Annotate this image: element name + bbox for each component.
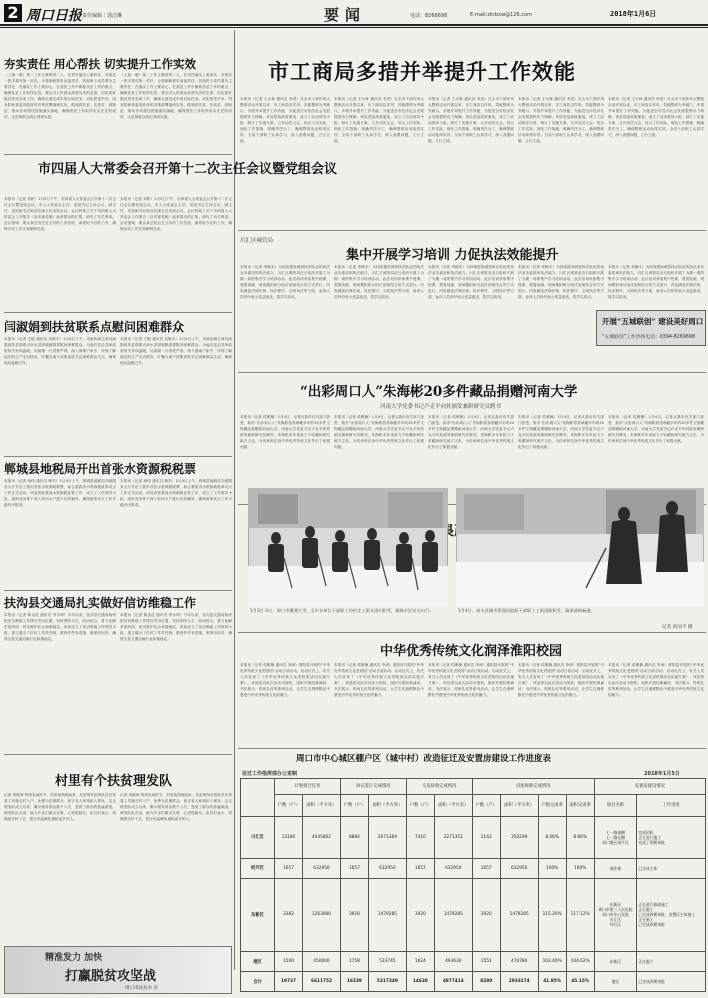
table-cell: 493630 — [434, 952, 472, 972]
table-cell: 103.40% — [538, 952, 566, 972]
table-cell: 13180 — [275, 816, 303, 858]
table-cell: 3920 — [472, 878, 500, 951]
article-a3-title: 市四届人大常委会召开第十二次主任会议暨党组会议 — [38, 162, 338, 177]
project-name: 周口港区南片区 — [602, 839, 629, 845]
col-group-plan: 计划拆迁任务 — [275, 779, 341, 795]
article-a8-body-col5: 本报讯（记者 李楠木）为持续提高城管执法队伍的执法业务素质和执法能力，川汇区城管局近日组织开展了为期一周的集中学习培训活动。此次培训采取集中授课、观看视频、现场模拟和分组讨论相结合的方式进行，内容涵盖法律法规、执法程序、文明执法等方面，参训人员纷纷表示受益匪浅，将学以致用。 — [608, 265, 704, 299]
table-cell: 1657 — [340, 858, 368, 878]
row-area-label: 合计 — [241, 972, 275, 992]
table-cell: 632950 — [500, 858, 538, 878]
table-cell: 2271351 — [434, 816, 472, 858]
divider — [4, 154, 232, 155]
article-a12-body-col4: 本报讯（记者 侯俊楠 通讯员 李涛）淮阳县开展的“中华优秀传统文化进校园”活动日前启动。启动仪式上，有关人员宣读了《中华优秀传统文化进校园活动实施方案》。该县将以此次活动为契机，组织开展经典诵读、书法展示、传统礼仪等系列活动，让学生在潜移默化中感受中华优秀传统文化的魅力。 — [518, 663, 604, 697]
table-cell: 632950 — [368, 858, 406, 878]
snow-photo-credit: 记者 孙国平 摄 — [662, 625, 693, 630]
article-a10-body-col5: 本报讯（记者 侯俊楠）1月4日，记者从我市有关部门获悉，我市“出彩周口人”朱海彬将其珍藏多年的20多件文物藏品捐赠给河南大学，河南大学党委书记卢克平向其颁发兼职研究员聘书。朱海彬多年来致力于收藏和研究地方文化，为传承和弘扬中华优秀传统文化作出了积极贡献。 — [608, 415, 704, 443]
table-row — [241, 816, 706, 858]
article-a1-body: （上接一版）第二工作主要领导二人，在责任落实上要真实，各基层一把手要负第一责任，分管副职要负直接责任，其他班子成员要负主要责任，在落实工作上要用心，在基层工作中紧抓扶贫工作的重点，确保扶贫工作取得实效。要以对人民群众高度负责的态度，切实抓好脱贫攻坚各项工作，确保全面完成年度目标任务。切实把党中央、国务院和省委省政府的决策部署落到实处，做到真扶贫、扶真贫、真脱贫，推动各项帮扶措施落实落地，确保帮扶工作取得实实在在的成效，让贫困群众真正得到实惠。 — [4, 73, 116, 119]
progress-table — [240, 778, 706, 992]
article-a7-title: 村里有个扶贫理发队 — [55, 774, 173, 789]
table-title: 周口市中心城区棚户区（城中村）改造征迁及安置房建设工作进度表 — [296, 754, 552, 764]
article-a2-body-col3: 本报讯（记者 王永林 通讯员 李进）自全市干部作风大整顿活动开展以来，市工商局以作风、效能整顿为突破口，多措并举提升工作效能，为促进全市经济社会发展提供有力保障。该局党组高度重视，成立了活动领导小组，制订了实施方案，召开动员大会，结合工作实际，细化工作措施，明确责任分工，确保整顿活动取得实效。全局干部职工认真学习，深入查摆问题，立行立改。 — [428, 97, 514, 143]
article-a4-body: 本报讯（记者 王艳 通讯员 吴敏丰）1月4日上午，市政协副主席闫淑娟到扶贫联系点商水县固墙镇看望慰问困难群众，为他们送去党和政府的关怀和温暖。闫淑娟一行冒着严寒，深入困难户家中，详细了解他们的生产生活情况，叮嘱当地干部要高度关注困难群众生活，确保他们温暖过冬。 — [4, 337, 116, 365]
project-progress: 已完成四期审批，安置区主体施工 — [638, 912, 696, 918]
table-cell: 100% — [538, 858, 566, 878]
table-cell: 7410 — [406, 816, 434, 858]
article-a8-body-col4: 本报讯（记者 李楠木）为持续提高城管执法队伍的执法业务素质和执法能力，川汇区城管局近日组织开展了为期一周的集中学习培训活动。此次培训采取集中授课、观看视频、现场模拟和分组讨论相结合的方式进行，内容涵盖法律法规、执法程序、文明执法等方面，参训人员纷纷表示受益匪浅，将学以致用。 — [518, 265, 604, 299]
article-a3-body: 本报讯（记者 刘彬）1月5日下午，市四届人大常委会召开第十二次主任会议暨党组会议。市人大常委会主任、党组书记主持会议，副主任、党组副书记和各位副主任出席会议。会议听取了关于市四届人大常委会工作报告（征求意见稿）起草情况的汇报，研究了有关事项。会议强调，要认真总结过去五年的工作经验，谋划好今后的工作，确保各项工作任务顺利完成。 — [4, 197, 116, 231]
divider — [4, 590, 232, 591]
divider — [4, 312, 232, 313]
table-cell: 100% — [566, 858, 594, 878]
table-cell: 117.12% — [566, 878, 594, 951]
divider — [238, 748, 706, 749]
editor-credit: 责任编辑｜郭洁琳 — [82, 13, 123, 19]
table-row — [241, 878, 706, 951]
table-cell: 8.66% — [538, 816, 566, 858]
article-a12-body: 本报讯（记者 侯俊楠 通讯员 李涛）淮阳县开展的“中华优秀传统文化进校园”活动日前启动。启动仪式上，有关人员宣读了《中华优秀传统文化进校园活动实施方案》。该县将以此次活动为契机，组织开展经典诵读、书法展示、传统礼仪等系列活动，让学生在潜移默化中感受中华优秀传统文化的魅力。 — [240, 663, 330, 697]
table-cell: 350249 — [500, 816, 538, 858]
article-a5-body-col2: 本报讯（记者 徐伟 通讯员 韩杰）1月4日上午，郸城县地税局办税服务大厅开出了我市首张水资源税税票，标志着我市水资源税改革试点工作正式启动。该局高度重视水资源税征管工作，成立了工作领导小组，组织业务骨干深入取用水户进行宣传辅导，确保改革试点工作平稳有序推进。 — [120, 479, 232, 507]
sub-col-area: 面积（平方米） — [303, 794, 341, 816]
article-a7-body-col2: 记者 刘晓涛 每到农闲时节，村里就热闹起来，扶贫理发队的队员们背着工具箱走村入户，免费为贫困群众、留守老人和残疾人理发。这支理发队成立以来，累计服务群众数千人次，受到了群众的普遍欢迎。理发队队长说，能为乡亲们做点实事，心里很踏实。队员们表示，将继续坚持下去，把这份温暖传递给更多的人。 — [120, 793, 232, 821]
table-cell: 1624 — [406, 952, 434, 972]
progress-cell — [637, 878, 706, 951]
divider — [4, 754, 232, 755]
project-name: 港区 — [611, 979, 620, 985]
table-cell: 632950 — [434, 858, 472, 878]
article-a10-body-col2: 本报讯（记者 侯俊楠）1月4日，记者从我市有关部门获悉，我市“出彩周口人”朱海彬将其珍藏多年的20多件文物藏品捐赠给河南大学，河南大学党委书记卢克平向其颁发兼职研究员聘书。朱海彬多年来致力于收藏和研究地方文化，为传承和弘扬中华优秀传统文化作出了积极贡献。 — [334, 415, 424, 449]
sub-col-household-rate: 户数完成率 — [538, 794, 566, 816]
table-cell: 41.95% — [538, 972, 566, 992]
article-a10-body-col3: 本报讯（记者 侯俊楠）1月4日，记者从我市有关部门获悉，我市“出彩周口人”朱海彬将其珍藏多年的20多件文物藏品捐赠给河南大学，河南大学党委书记卢克平向其颁发兼职研究员聘书。朱海彬多年来致力于收藏和研究地方文化，为传承和弘扬中华优秀传统文化作出了积极贡献。 — [428, 415, 514, 449]
article-a10-body-col4: 本报讯（记者 侯俊楠）1月4日，记者从我市有关部门获悉，我市“出彩周口人”朱海彬将其珍藏多年的20多件文物藏品捐赠给河南大学，河南大学党委书记卢克平向其颁发兼职研究员聘书。朱海彬多年来致力于收藏和研究地方文化，为传承和弘扬中华优秀传统文化作出了积极贡献。 — [518, 415, 604, 449]
email-label: E-mail:zkrbxw@126.com — [470, 12, 532, 18]
article-a6-body-col2: 本报讯（记者 陈金柱 通讯员 李永坤）今年以来，扶沟县交通局始终把信访维稳工作摆在突出位置，坚持预防为主、防治结合，着力化解矛盾纠纷，切实维护社会和谐稳定。该局成立了信访维稳工作领导小组，建立健全了信访工作责任制，做到件件有着落、事事有回音，确保全县交通运输行业和谐稳定。 — [120, 613, 232, 641]
progress-cell — [637, 972, 706, 992]
divider — [238, 632, 706, 633]
col-group-resettlement: 安置房建设情况 — [594, 779, 705, 795]
project-cell — [594, 972, 637, 992]
article-a4-body-col2: 本报讯（记者 王艳 通讯员 吴敏丰）1月4日上午，市政协副主席闫淑娟到扶贫联系点商水县固墙镇看望慰问困难群众，为他们送去党和政府的关怀和温暖。闫淑娟一行冒着严寒，深入困难户家中，详细了解他们的生产生活情况，叮嘱当地干部要高度关注困难群众生活，确保他们温暖过冬。 — [120, 337, 232, 365]
table-cell: 450000 — [303, 952, 341, 972]
col-group-agreement: 协议签订完成情况 — [340, 779, 406, 795]
poverty-banner — [4, 946, 232, 994]
table-cell: 16239 — [340, 972, 368, 992]
table-cell: 1263000 — [303, 878, 341, 951]
table-cell: 3920 — [406, 878, 434, 951]
banner-line3: 周口市扶贫办 宣 — [125, 986, 158, 991]
five-city-box — [596, 310, 706, 346]
project-name: 川汇区 — [609, 917, 622, 923]
project-progress: 完成招标 — [638, 829, 654, 835]
five-city-hotline: “五城联创”工作热线电话：0394-8269698 — [602, 335, 696, 340]
project-name: 七一路南侧 — [605, 829, 625, 835]
table-cell: 104.62% — [566, 952, 594, 972]
row-area-label: 经开区 — [241, 858, 275, 878]
article-a10-subtitle: 河南大学党委书记卢克平向其颁发兼职研究员聘书 — [380, 404, 502, 410]
article-a2-body-col5: 本报讯（记者 王永林 通讯员 李进）自全市干部作风大整顿活动开展以来，市工商局以作风、效能整顿为突破口，多措并举提升工作效能，为促进全市经济社会发展提供有力保障。该局党组高度重视，成立了活动领导小组，制订了实施方案，召开动员大会，结合工作实际，细化工作措施，明确责任分工，确保整顿活动取得实效。全局干部职工认真学习，深入查摆问题，立行立改。 — [608, 97, 704, 137]
divider — [238, 230, 706, 231]
sub-col-households: 户数（户） — [406, 794, 434, 816]
project-progress: 正在进行施工 — [638, 834, 662, 840]
project-progress: 正在施工 — [638, 907, 654, 913]
table-cell: 4877414 — [434, 972, 472, 992]
sub-col-area-rate: 面积完成率 — [566, 794, 594, 816]
banner-line1: 精准发力 加快 — [45, 953, 103, 963]
progress-cell — [637, 816, 706, 858]
snow-caption-left: 1月3日-4日，周口市遭遇大雪，全市各单位干部职工纷纷走上街头清扫积雪，保障市民安全出行。 — [250, 608, 434, 613]
project-name: 周口市第三人民医院 — [598, 907, 633, 913]
project-name: 东新区 — [609, 959, 622, 965]
table-date: 2018年1月5日 — [644, 771, 680, 777]
table-cell: 4045802 — [303, 816, 341, 858]
table-cell: 470780 — [500, 952, 538, 972]
article-a12-title: 中华优秀传统文化润泽淮阳校园 — [380, 644, 563, 659]
article-a12-body-col3: 本报讯（记者 侯俊楠 通讯员 李涛）淮阳县开展的“中华优秀传统文化进校园”活动日前启动。启动仪式上，有关人员宣读了《中华优秀传统文化进校园活动实施方案》。该县将以此次活动为契机，组织开展经典诵读、书法展示、传统礼仪等系列活动，让学生在潜移默化中感受中华优秀传统文化的魅力。 — [428, 663, 514, 697]
table-cell: 1479285 — [434, 878, 472, 951]
project-cell — [594, 878, 637, 951]
snow-caption-right: 1月4日，商水县城市管理局组织干部职工上街清除积雪，确保道路畅通。 — [458, 608, 595, 613]
table-cell: 8.66% — [566, 816, 594, 858]
table-cell: 115.20% — [538, 878, 566, 951]
table-cell: 14630 — [406, 972, 434, 992]
project-cell — [594, 858, 637, 878]
article-a6-body: 本报讯（记者 陈金柱 通讯员 李永坤）今年以来，扶沟县交通局始终把信访维稳工作摆在突出位置，坚持预防为主、防治结合，着力化解矛盾纠纷，切实维护社会和谐稳定。该局成立了信访维稳工作领导小组，建立健全了信访工作责任制，做到件件有着落、事事有回音，确保全县交通运输行业和谐稳定。 — [4, 613, 116, 641]
table-cell: 1657 — [406, 858, 434, 878]
table-cell: 1657 — [472, 858, 500, 878]
table-cell: 3920 — [340, 878, 368, 951]
article-a2-title: 市工商局多措并举提升工作效能 — [268, 59, 576, 84]
project-name: 商业街 — [609, 865, 622, 871]
article-a12-body-col5: 本报讯（记者 侯俊楠 通讯员 李涛）淮阳县开展的“中华优秀传统文化进校园”活动日前启动。启动仪式上，有关人员宣读了《中华优秀传统文化进校园活动实施方案》。该县将以此次活动为契机，组织开展经典诵读、书法展示、传统礼仪等系列活动，让学生在潜移默化中感受中华优秀传统文化的魅力。 — [608, 663, 704, 697]
article-a5-body: 本报讯（记者 徐伟 通讯员 韩杰）1月4日上午，郸城县地税局办税服务大厅开出了我市首张水资源税税票，标志着我市水资源税改革试点工作正式启动。该局高度重视水资源税征管工作，成立了工作领导小组，组织业务骨干深入取用水户进行宣传辅导，确保改革试点工作平稳有序推进。 — [4, 479, 116, 507]
article-a2-body-col4: 本报讯（记者 王永林 通讯员 李进）自全市干部作风大整顿活动开展以来，市工商局以作风、效能整顿为突破口，多措并举提升工作效能，为促进全市经济社会发展提供有力保障。该局党组高度重视，成立了活动领导小组，制订了实施方案，召开动员大会，结合工作实际，细化工作措施，明确责任分工，确保整顿活动取得实效。全局干部职工认真学习，深入查摆问题，立行立改。 — [518, 97, 604, 143]
progress-cell — [637, 952, 706, 972]
masthead: 周口日报 — [26, 8, 82, 24]
article-a2-body-col2: 本报讯（记者 王永林 通讯员 李进）自全市干部作风大整顿活动开展以来，市工商局以作风、效能整顿为突破口，多措并举提升工作效能，为促进全市经济社会发展提供有力保障。该局党组高度重视，成立了活动领导小组，制订了实施方案，召开动员大会，结合工作实际，细化工作措施，明确责任分工，确保整顿活动取得实效。全局干部职工认真学习，深入查摆问题，立行立改。 — [334, 97, 424, 143]
project-progress: 正在施工 — [638, 959, 654, 965]
table-cell: 1657 — [275, 858, 303, 878]
article-a7-body: 记者 刘晓涛 每到农闲时节，村里就热闹起来，扶贫理发队的队员们背着工具箱走村入户，免费为贫困群众、留守老人和残疾人理发。这支理发队成立以来，累计服务群众数千人次，受到了群众的普遍欢迎。理发队队长说，能为乡亲们做点实事，心里很踏实。队员们表示，将继续坚持下去，把这份温暖传递给更多的人。 — [4, 793, 116, 821]
sub-col-households: 户数（户） — [472, 794, 500, 816]
table-cell: 19737 — [275, 972, 303, 992]
project-progress: 已完成四期审批 — [638, 922, 665, 928]
project-name: 东新区 — [609, 902, 622, 908]
row-area-label: 东新区 — [241, 878, 275, 951]
project-progress: 完成了四期审批 — [638, 839, 665, 845]
table-cell: 1479285 — [500, 878, 538, 951]
five-city-title: 开展“五城联创” 建设美好周口 — [602, 317, 704, 326]
table-row — [241, 972, 706, 992]
table-cell: 1500 — [275, 952, 303, 972]
project-progress: 已完成四期审批 — [638, 979, 665, 985]
sub-col-households: 户数（户） — [340, 794, 368, 816]
section-title: 要闻 — [324, 6, 367, 24]
article-a10-title: “出彩周口人”朱海彬20多件藏品捐赠河南大学 — [300, 384, 578, 400]
sub-col-households: 户数（户） — [275, 794, 303, 816]
article-a6-title: 扶沟县交通局扎实做好信访维稳工作 — [4, 596, 197, 610]
table-cell: 8884 — [340, 816, 368, 858]
article-a1-title: 夯实责任 用心帮扶 切实提升工作实效 — [4, 57, 197, 71]
phone-label: 电话：8266698 — [410, 13, 448, 19]
table-subtitle: 征迁工作指挥部办公室制 — [242, 771, 298, 777]
project-name: 七一路北侧 — [605, 834, 625, 840]
divider — [238, 372, 706, 373]
sub-col-progress: 工作进度 — [637, 794, 706, 816]
table-cell: 1142 — [472, 816, 500, 858]
snow-photo-left-image — [248, 488, 448, 606]
project-progress: 正在施工 — [638, 917, 654, 923]
sub-col-area: 面积（平方米） — [434, 794, 472, 816]
date-label: 2018年1月6日 — [610, 10, 657, 18]
article-a8-body: 本报讯（记者 李楠木）为持续提高城管执法队伍的执法业务素质和执法能力，川汇区城管局近日组织开展了为期一周的集中学习培训活动。此次培训采取集中授课、观看视频、现场模拟和分组讨论相结合的方式进行，内容涵盖法律法规、执法程序、文明执法等方面，参训人员纷纷表示受益匪浅，将学以致用。 — [240, 265, 330, 299]
project-name: 周口市中心医院 — [602, 912, 629, 918]
project-progress: 正在进行基础施工 — [638, 902, 669, 908]
table-cell: 45.15% — [566, 972, 594, 992]
article-a8-title: 集中开展学习培训 力促执法效能提升 — [346, 248, 559, 263]
snow-photo-right-image — [456, 488, 704, 606]
page-number-box: 2 — [4, 4, 22, 22]
article-a12-body-col2: 本报讯（记者 侯俊楠 通讯员 李涛）淮阳县开展的“中华优秀传统文化进校园”活动日前启动。启动仪式上，有关人员宣读了《中华优秀传统文化进校园活动实施方案》。该县将以此次活动为契机，组织开展经典诵读、书法展示、传统礼仪等系列活动，让学生在潜移默化中感受中华优秀传统文化的魅力。 — [334, 663, 424, 697]
sub-col-project: 项目名称 — [594, 794, 637, 816]
table-cell: 632950 — [303, 858, 341, 878]
table-cell: 8280 — [472, 972, 500, 992]
col-group-demolition: 房屋拆除完成情况 — [472, 779, 594, 795]
header-rule-thin — [0, 27, 708, 28]
table-cell: 5317349 — [368, 972, 406, 992]
banner-line2: 打赢脱贫攻坚战 — [65, 969, 157, 984]
article-a10-body: 本报讯（记者 侯俊楠）1月4日，记者从我市有关部门获悉，我市“出彩周口人”朱海彬将其珍藏多年的20多件文物藏品捐赠给河南大学，河南大学党委书记卢克平向其颁发兼职研究员聘书。朱海彬多年来致力于收藏和研究地方文化，为传承和弘扬中华优秀传统文化作出了积极贡献。 — [240, 415, 330, 449]
article-a5-title: 郸城县地税局开出首张水资源税税票 — [4, 462, 197, 476]
article-a2-body: 本报讯（记者 王永林 通讯员 李进）自全市干部作风大整顿活动开展以来，市工商局以作风、效能整顿为突破口，多措并举提升工作效能，为促进全市经济社会发展提供有力保障。该局党组高度重视，成立了活动领导小组，制订了实施方案，召开动员大会，结合工作实际，细化工作措施，明确责任分工，确保整顿活动取得实效。全局干部职工认真学习，深入查摆问题，立行立改。 — [240, 97, 330, 143]
article-a8-body-col2: 本报讯（记者 李楠木）为持续提高城管执法队伍的执法业务素质和执法能力，川汇区城管局近日组织开展了为期一周的集中学习培训活动。此次培训采取集中授课、观看视频、现场模拟和分组讨论相结合的方式进行，内容涵盖法律法规、执法程序、文明执法等方面，参训人员纷纷表示受益匪浅，将学以致用。 — [334, 265, 424, 299]
table-cell: 6611752 — [303, 972, 341, 992]
col-group-handover: 交房验收完成情况 — [406, 779, 472, 795]
progress-cell — [637, 858, 706, 878]
row-area-label: 川汇区 — [241, 816, 275, 858]
project-progress: 已完成主体 — [638, 865, 658, 871]
table-cell: 3382 — [275, 878, 303, 951]
table-row — [241, 952, 706, 972]
table-cell: 1758 — [340, 952, 368, 972]
article-a3-body-col2: 本报讯（记者 刘彬）1月5日下午，市四届人大常委会召开第十二次主任会议暨党组会议。市人大常委会主任、党组书记主持会议，副主任、党组副书记和各位副主任出席会议。会议听取了关于市四届人大常委会工作报告（征求意见稿）起草情况的汇报，研究了有关事项。会议强调，要认真总结过去五年的工作经验，谋划好今后的工作，确保各项工作任务顺利完成。 — [120, 197, 232, 231]
article-a4-title: 闫淑娟到扶贫联系点慰问困难群众 — [4, 320, 185, 334]
project-name: 经开区 — [609, 922, 622, 928]
table-cell: 2933274 — [500, 972, 538, 992]
article-a1-body-col2: （上接一版）第二工作主要领导二人，在责任落实上要真实，各基层一把手要负第一责任，分管副职要负直接责任，其他班子成员要负主要责任，在落实工作上要用心，在基层工作中紧抓扶贫工作的重点，确保扶贫工作取得实效。要以对人民群众高度负责的态度，切实抓好脱贫攻坚各项工作，确保全面完成年度目标任务。切实把党中央、国务院和省委省政府的决策部署落到实处，做到真扶贫、扶真贫、真脱贫，推动各项帮扶措施落实落地，确保帮扶工作取得实实在在的成效，让贫困群众真正得到实惠。 — [120, 73, 232, 119]
sub-col-area: 面积（平方米） — [368, 794, 406, 816]
project-cell — [594, 952, 637, 972]
table-row — [241, 858, 706, 878]
sub-col-area: 面积（平方米） — [500, 794, 538, 816]
header-rule — [0, 24, 708, 26]
article-a8-body-col3: 本报讯（记者 李楠木）为持续提高城管执法队伍的执法业务素质和执法能力，川汇区城管局近日组织开展了为期一周的集中学习培训活动。此次培训采取集中授课、观看视频、现场模拟和分组讨论相结合的方式进行，内容涵盖法律法规、执法程序、文明执法等方面，参训人员纷纷表示受益匪浅，将学以致用。 — [428, 265, 514, 299]
table-cell: 533745 — [368, 952, 406, 972]
table-cell: 1551 — [472, 952, 500, 972]
table-cell: 2671369 — [368, 816, 406, 858]
project-cell — [594, 816, 637, 858]
divider — [4, 456, 232, 457]
table-cell: 1479285 — [368, 878, 406, 951]
row-area-label: 港区 — [241, 952, 275, 972]
article-a8-kicker: 川汇区城管局 — [240, 238, 274, 244]
